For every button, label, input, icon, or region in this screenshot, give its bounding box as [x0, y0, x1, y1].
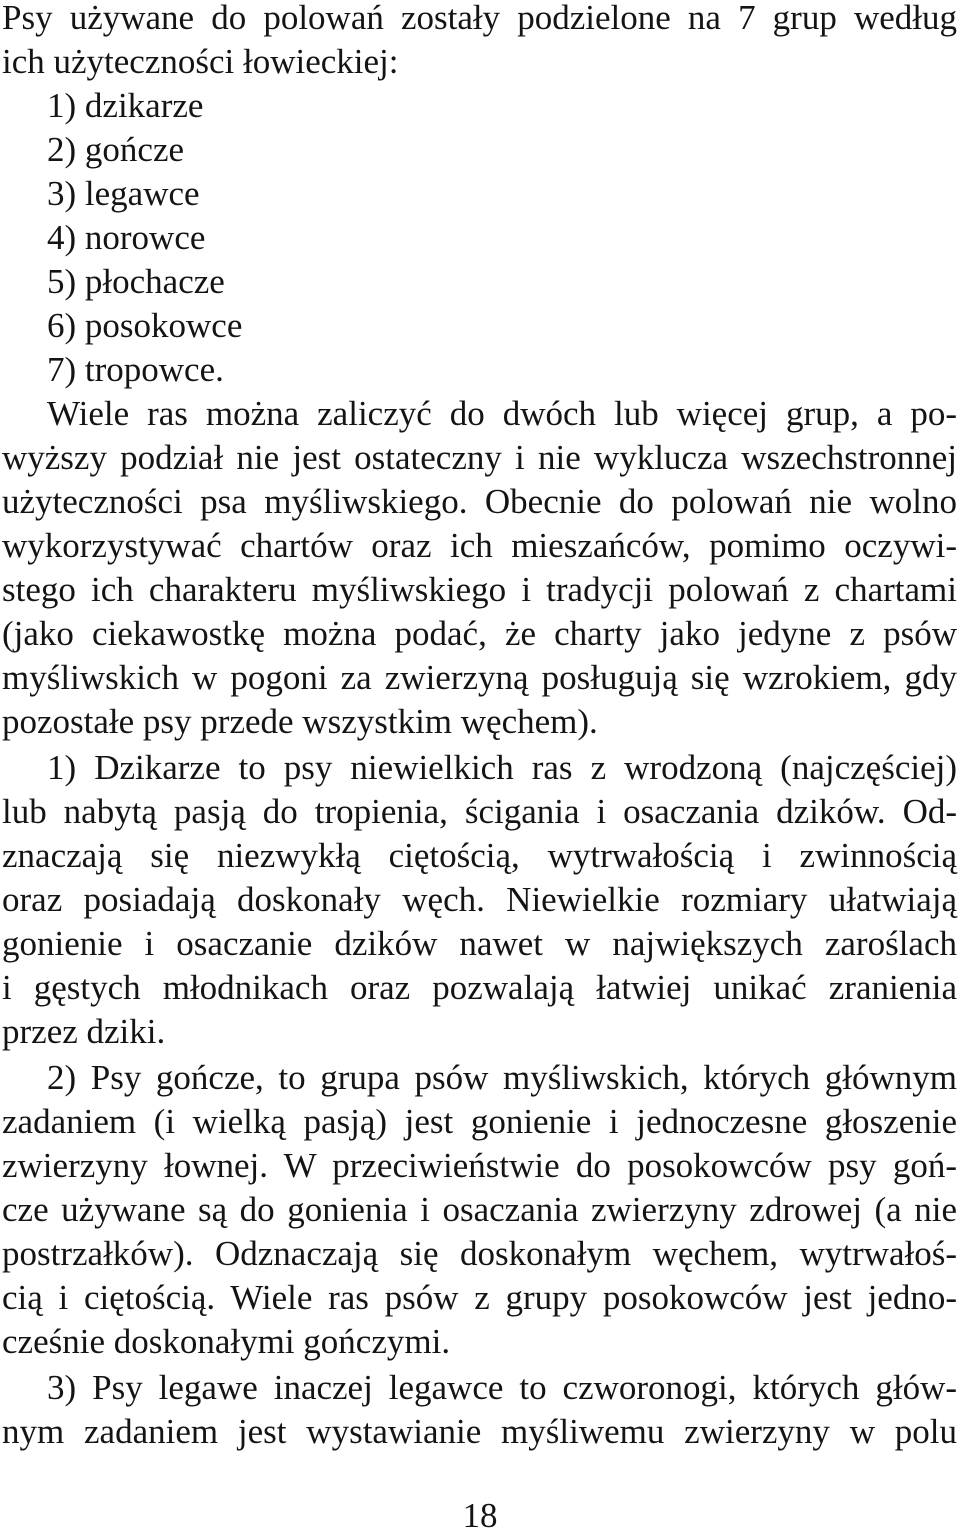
- text-line: postrzałków). Odznaczają się doskonałym węchem, wytrwałoś-: [2, 1234, 957, 1273]
- paragraph-gonczе: [2, 1056, 957, 1364]
- text-line: i gęstych młodnikach oraz pozwalają łatwiej unikać zranienia: [2, 968, 957, 1007]
- body-text: [2, 0, 957, 1454]
- text-line: wyższy podział nie jest ostateczny i nie wyklucza wszechstronnej: [2, 438, 957, 477]
- text-line: zadaniem (i wielką pasją) jest gonienie i jednoczesne głoszenie: [2, 1102, 957, 1141]
- intro-paragraph: [2, 0, 957, 84]
- text-line: cześnie doskonałymi gończymi.: [2, 1322, 451, 1361]
- text-line: stego ich charakteru myśliwskiego i tradycji polowań z chartami: [2, 570, 957, 609]
- text-line: 1) Dzikarze to psy niewielkich ras z wrodzoną (najczęściej): [47, 748, 957, 787]
- text-line: cze używane są do gonienia i osaczania zwierzyny zdrowej (a nie: [2, 1190, 957, 1229]
- text-line: użyteczności psa myśliwskiego. Obecnie do polowań nie wolno: [2, 482, 957, 521]
- paragraph-legawce: [2, 1366, 957, 1454]
- text-line: myśliwskich w pogoni za zwierzyną posługują się wzrokiem, gdy: [2, 658, 957, 697]
- paragraph-group-overview: [2, 392, 957, 744]
- text-line: znaczają się niezwykłą ciętością, wytrwałością i zwinnością: [2, 836, 957, 875]
- paragraph-dzikarze: [2, 746, 957, 1054]
- text-line: lub nabytą pasją do tropienia, ścigania i osaczania dzików. Od-: [2, 792, 957, 831]
- list-item: 5) płochacze: [47, 262, 225, 301]
- text-line: Psy używane do polowań zostały podzielone na 7 grup według: [2, 0, 957, 37]
- text-line: zwierzyny łownej. W przeciwieństwie do posokowców psy goń-: [2, 1146, 957, 1185]
- list-item: 3) legawce: [47, 174, 200, 213]
- page-number: 18: [462, 1496, 498, 1531]
- list-item: 6) posokowce: [47, 306, 243, 345]
- text-line: pozostałe psy przede wszystkim węchem).: [2, 702, 598, 741]
- text-line: Wiele ras można zaliczyć do dwóch lub więcej grup, a po-: [47, 394, 957, 433]
- text-line: oraz posiadają doskonały węch. Niewielkie rozmiary ułatwiają: [2, 880, 957, 919]
- list-item: 1) dzikarze: [47, 86, 204, 125]
- list-item: 4) norowce: [47, 218, 206, 257]
- dog-group-list: [2, 84, 957, 392]
- text-line: 2) Psy gończe, to grupa psów myśliwskich, których głównym: [47, 1058, 957, 1097]
- text-line: 3) Psy legawe inaczej legawce to czworonogi, których głów-: [47, 1368, 957, 1407]
- list-item: 2) gończe: [47, 130, 185, 169]
- text-line: przez dziki.: [2, 1012, 166, 1051]
- text-line: (jako ciekawostkę można podać, że charty jako jedyne z psów: [2, 614, 957, 653]
- list-item: 7) tropowce.: [47, 350, 224, 389]
- text-line: gonienie i osaczanie dzików nawet w największych zaroślach: [2, 924, 957, 963]
- text-line: wykorzystywać chartów oraz ich mieszańców, pomimo oczywi-: [2, 526, 957, 565]
- text-line: nym zadaniem jest wystawianie myśliwemu zwierzyny w polu: [2, 1412, 957, 1451]
- text-line: cią i ciętością. Wiele ras psów z grupy posokowców jest jedno-: [2, 1278, 957, 1317]
- text-line: ich użyteczności łowieckiej:: [2, 42, 399, 81]
